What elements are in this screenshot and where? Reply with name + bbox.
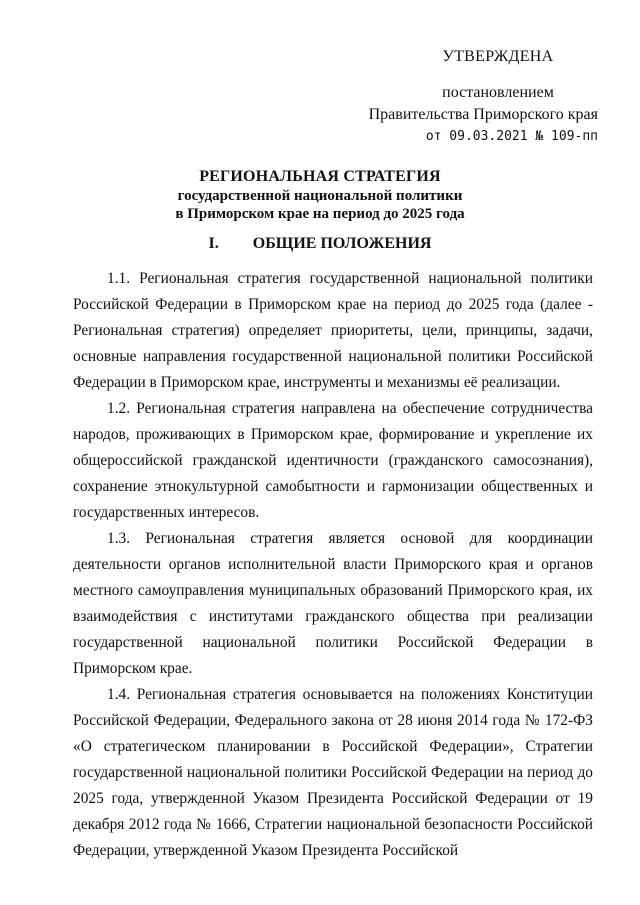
paragraph-1-3: 1.3. Региональная стратегия является основой для координации деятельности органов исполнительной власти Приморского края и органов местного самоуправления муниципальных образований Приморского края, их взаимодействия с институтами гражданского общества при реализации государственной национальной политики Российской Федерации в Приморском крае. — [73, 530, 593, 677]
title-line-3: в Приморском крае на период до 2025 года — [175, 206, 465, 222]
approval-line-government: Правительства Приморского края — [368, 106, 598, 123]
approval-heading: УТВЕРЖДЕНА — [442, 48, 554, 65]
title-line-2: государственной национальной политики — [177, 188, 463, 204]
approval-date-number: от 09.03.2021 № 109-пп — [425, 129, 598, 144]
document-body — [73, 266, 593, 864]
approval-stamp — [338, 46, 598, 148]
document-title — [0, 166, 640, 223]
approval-line-resolution: постановлением — [442, 84, 554, 101]
section-heading — [0, 234, 640, 254]
paragraph-1-4: 1.4. Региональная стратегия основывается на положениях Конституции Российской Федерации, Федерального закона от 28 июня 2014 года № 172-ФЗ «О стратегическом планировании в Российской Федерации», Стратегии государственной национальной политики Российской Федерации на период до 2025 года, утвержденной Указом Президента Российской Федерации от 19 декабря 2012 года № 1666, Стратегии национальной безопасности Российской Федерации, утвержденной Указом Президента Российской — [73, 686, 593, 859]
paragraph-1-2: 1.2. Региональная стратегия направлена на обеспечение сотрудничества народов, проживающих в Приморском крае, формирование и укрепление их общероссийской гражданской идентичности (гражданского самосознания), сохранение этнокультурной самобытности и гармонизации общественных и государственных интересов. — [73, 400, 593, 521]
paragraph-1-1: 1.1. Региональная стратегия государственной национальной политики Российской Федерации в Приморском крае на период до 2025 года (далее - Региональная стратегия) определяет приоритеты, цели, принципы, задачи, основные направления государственной национальной политики Российской Федерации в Приморском крае, инструменты и механизмы её реализации. — [73, 270, 593, 391]
section-title: ОБЩИЕ ПОЛОЖЕНИЯ — [252, 235, 432, 252]
title-line-1: РЕГИОНАЛЬНАЯ СТРАТЕГИЯ — [199, 168, 441, 185]
section-number: I. — [208, 235, 219, 252]
